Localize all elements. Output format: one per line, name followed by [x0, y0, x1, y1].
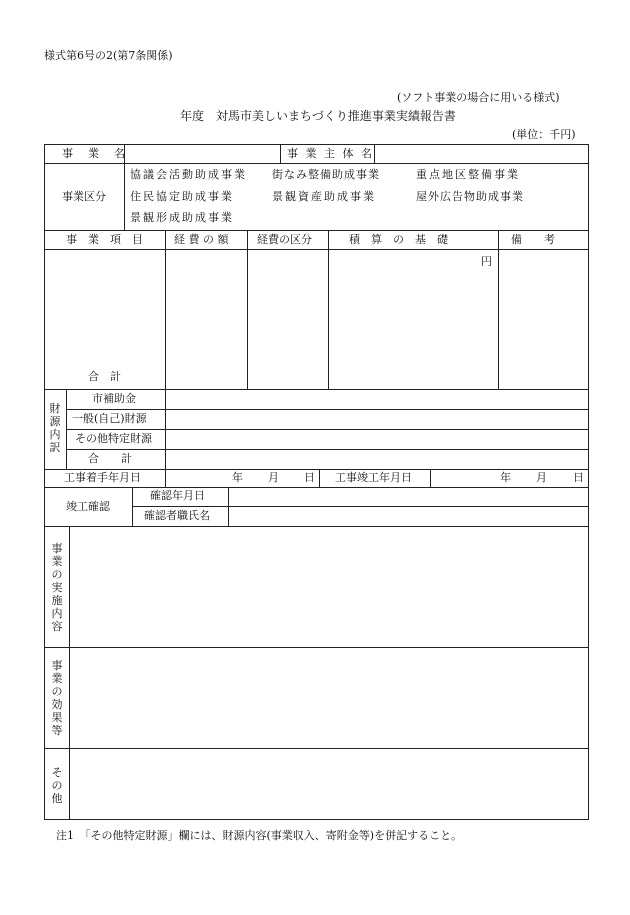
- completion-date-label: 確認年月日: [150, 489, 205, 502]
- category-item-1: 協議会活動助成事業: [130, 168, 247, 181]
- category-label: 事業区分: [62, 190, 106, 203]
- end-date-label: 工事竣工年月日: [335, 471, 412, 484]
- report-form: [44, 144, 589, 820]
- col-cost-class-header: 経費の区分: [257, 233, 312, 246]
- end-year-unit: 年: [500, 471, 511, 484]
- category-item-3: 重点地区整備事業: [416, 168, 520, 181]
- start-year-unit: 年: [232, 471, 243, 484]
- end-day-unit: 日: [573, 471, 584, 484]
- category-item-5: 景観資産助成事業: [272, 190, 376, 203]
- details-total-label: 合 計: [88, 370, 121, 383]
- entity-label: 事 業 主 体 名: [287, 147, 374, 160]
- section-effect-label: 事業の効果等: [51, 659, 63, 737]
- funding-row-total: 合 計: [88, 452, 132, 465]
- footnote: 注1 「その他特定財源」欄には、財源内容(事業収入、寄附金等)を併記すること。: [56, 829, 463, 842]
- funding-row-subsidy: 市補助金: [92, 392, 136, 405]
- col-cost-header: 経 費 の 額: [174, 233, 229, 246]
- section-other-label: その他: [51, 766, 63, 805]
- category-item-7: 景観形成助成事業: [130, 211, 234, 224]
- form-number: 様式第6号の2(第7条関係): [44, 49, 173, 62]
- unit-label: (単位：千円): [512, 128, 576, 141]
- category-item-4: 住民協定助成事業: [130, 190, 234, 203]
- start-day-unit: 日: [304, 471, 315, 484]
- col-basis-header: 積 算 の 基 礎: [349, 233, 448, 246]
- section-content-label: 事業の実施内容: [51, 542, 63, 633]
- project-name-label: 事 業 名: [62, 147, 127, 160]
- category-item-2: 街なみ整備助成事業: [272, 168, 380, 181]
- funding-row-general: 一般(自己)財源: [72, 412, 147, 425]
- completion-label: 竣工確認: [66, 500, 110, 513]
- funding-side-label: 財源内訳: [49, 402, 61, 454]
- completion-officer-label: 確認者職氏名: [144, 509, 210, 522]
- start-month-unit: 月: [268, 471, 279, 484]
- end-month-unit: 月: [536, 471, 547, 484]
- yen-unit: 円: [481, 255, 492, 268]
- funding-row-other: その他特定財源: [75, 432, 152, 445]
- col-remarks-header: 備 考: [511, 233, 555, 246]
- start-date-label: 工事着手年月日: [64, 471, 141, 484]
- category-item-6: 屋外広告物助成事業: [416, 190, 524, 203]
- form-subtitle: (ソフト事業の場合に用いる様式): [397, 91, 560, 104]
- page-title: 年度 対馬市美しいまちづくり推進事業実績報告書: [180, 109, 456, 123]
- col-item-header: 事 業 項 目: [66, 233, 143, 246]
